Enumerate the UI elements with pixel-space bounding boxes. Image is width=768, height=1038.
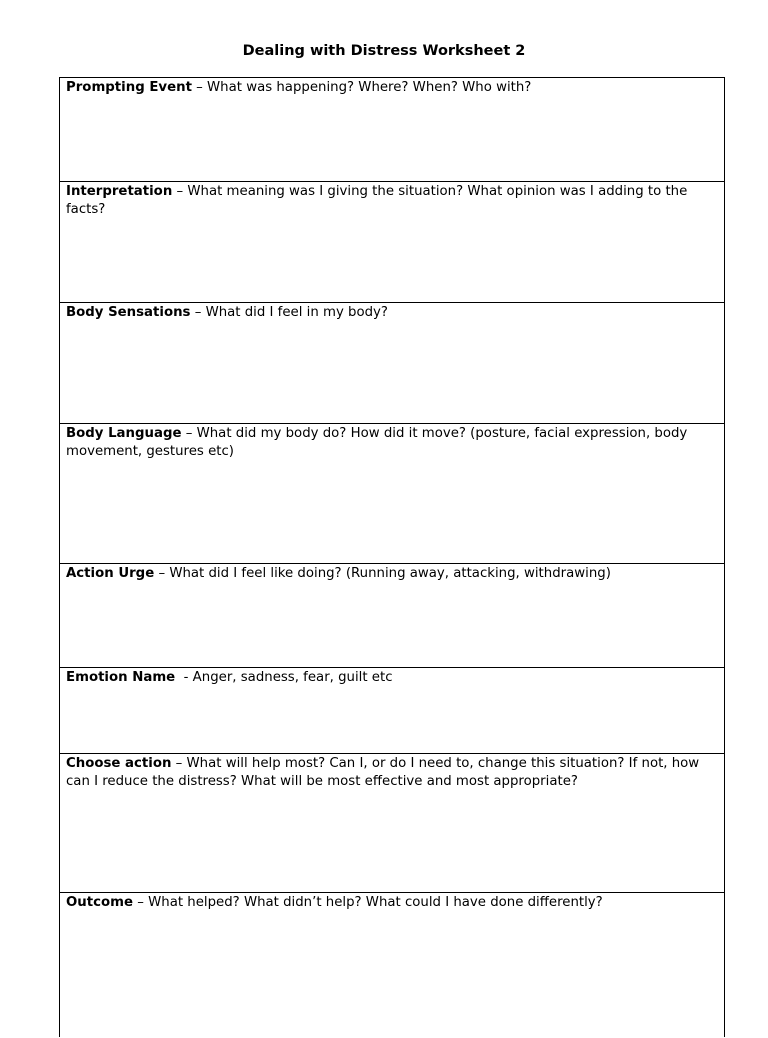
section-prompt: - Anger, sadness, fear, guilt etc — [175, 670, 393, 685]
section-prompt: – What was happening? Where? When? Who with? — [191, 80, 532, 95]
section-label: Body Sensations — [66, 305, 191, 320]
page-title: Dealing with Distress Worksheet 2 — [242, 43, 526, 59]
section-interpretation[interactable] — [60, 182, 724, 303]
section-prompt: – What helped? What didn’t help? What could I have done differently? — [133, 895, 603, 910]
section-choose-action[interactable] — [60, 754, 724, 893]
section-body-language[interactable] — [60, 424, 724, 564]
section-outcome[interactable] — [60, 893, 724, 1038]
section-prompt: – What meaning was I giving the situation? What opinion was I adding to the facts? — [66, 184, 688, 217]
section-prompt: – What did my body do? How did it move? (posture, facial expression, body movement, gestures etc) — [66, 426, 688, 459]
section-label: Outcome — [66, 895, 134, 910]
worksheet-table — [59, 77, 725, 1037]
section-label: Emotion Name — [66, 670, 176, 685]
section-body-sensations[interactable] — [60, 303, 724, 424]
section-label: Choose action — [66, 756, 172, 771]
section-label: Interpretation — [66, 184, 173, 199]
section-emotion-name[interactable] — [60, 668, 724, 754]
section-prompt: – What did I feel like doing? (Running away, attacking, withdrawing) — [154, 566, 611, 581]
section-prompting-event[interactable] — [60, 78, 724, 182]
section-label: Action Urge — [66, 566, 155, 581]
section-label: Body Language — [66, 426, 182, 441]
section-prompt: – What did I feel in my body? — [190, 305, 388, 320]
section-prompt: – What will help most? Can I, or do I need to, change this situation? If not, how can I reduce the distress? What will be most effective and most appropriate? — [66, 756, 700, 789]
section-label: Prompting Event — [66, 80, 192, 95]
section-action-urge[interactable] — [60, 564, 724, 668]
